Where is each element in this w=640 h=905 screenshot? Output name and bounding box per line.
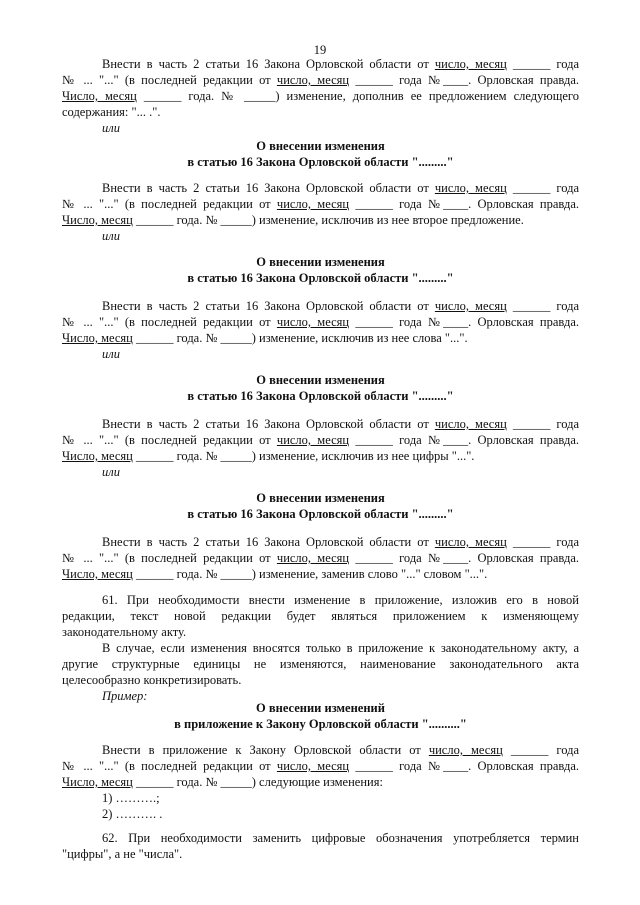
date-placeholder: число, месяц [434,417,507,431]
text-line: № ... "..." (в последней редакции от число, месяц ______ года №____. Орловская правда. [62,433,579,447]
heading-line: в статью 16 Закона Орловской области "........." [187,155,454,169]
date-placeholder: число, месяц [276,315,350,329]
text-line: № ... "..." (в последней редакции от число, месяц ______ года №____. Орловская правда. [62,315,579,329]
text-line: Число, месяц ______ года. № _____) изменение, исключив из нее цифры "...". [62,449,475,463]
text-line: 61. При необходимости внести изменение в приложение, изложив его в новой [102,593,579,607]
text-line: В случае, если изменения вносятся только в приложение к законодательному акту, а [102,641,579,655]
date-placeholder: Число, месяц [62,213,133,227]
paragraph-62 [62,830,579,862]
text-line: Внести в часть 2 статьи 16 Закона Орловской области от число, месяц ______ года [102,535,579,549]
text-line: Внести в приложение к Закону Орловской области от число, месяц ______ года [102,743,579,757]
text-line: Число, месяц ______ года. № _____) изменение, исключив из нее второе предложение. [62,213,524,227]
date-placeholder: Число, месяц [62,775,133,789]
text-line: № ... "..." (в последней редакции от число, месяц ______ года №____. Орловская правда. [62,759,579,773]
date-placeholder: число, месяц [276,433,350,447]
amendment-text-5 [62,534,579,582]
or-label: или [102,465,120,479]
text-line: Число, месяц ______ года. № _____) изменение, дополнив ее предложением следующего [62,89,579,103]
text-line: другие структурные единицы не изменяются, наименование законодательного акта [62,657,579,671]
heading-line: в приложение к Закону Орловской области ".........." [174,717,467,731]
date-placeholder: Число, месяц [62,567,133,581]
text-line: Внести в часть 2 статьи 16 Закона Орловской области от число, месяц ______ года [102,57,579,71]
date-placeholder: число, месяц [434,299,507,313]
text-line: Число, месяц ______ года. № _____) изменение, заменив слово "..." словом "...". [62,567,488,581]
heading-line: О внесении изменения [256,491,385,505]
heading-line: в статью 16 Закона Орловской области "........." [187,507,454,521]
text-line: Внести в часть 2 статьи 16 Закона Орловской области от число, месяц ______ года [102,417,579,431]
date-placeholder: число, месяц [276,73,350,87]
text-line: содержания: "... .". [62,105,161,119]
text-line: № ... "..." (в последней редакции от число, месяц ______ года №____. Орловская правда. [62,551,579,565]
date-placeholder: Число, месяц [62,89,137,103]
list-item: 2) ………. . [102,807,163,821]
text-line: Число, месяц ______ года. № _____) следующие изменения: [62,775,383,789]
example-label: Пример: [102,689,148,703]
text-line: "цифры", а не "числа". [62,847,183,861]
date-placeholder: число, месяц [276,551,350,565]
heading-line: О внесении изменения [256,139,385,153]
text-line: законодательному акту. [62,625,187,639]
or-label: или [102,121,120,135]
amendment-text-2 [62,180,579,244]
date-placeholder: число, месяц [276,197,350,211]
date-placeholder: число, месяц [276,759,350,773]
heading-line: О внесении изменений [256,701,385,715]
date-placeholder: Число, месяц [62,331,133,345]
date-placeholder: число, месяц [434,57,507,71]
paragraph-61 [62,592,579,704]
section-heading-3 [62,254,579,286]
text-line: 62. При необходимости заменить цифровые обозначения употребляется термин [102,831,579,845]
section-heading-4 [62,372,579,404]
text-line: Внести в часть 2 статьи 16 Закона Орловской области от число, месяц ______ года [102,181,579,195]
list-item: 1) ……….; [102,791,160,805]
text-line: целесообразно конкретизировать. [62,673,242,687]
text-line: № ... "..." (в последней редакции от число, месяц ______ года №____. Орловская правда. [62,197,579,211]
section-heading-5 [62,490,579,522]
date-placeholder: число, месяц [434,181,507,195]
amendment-text-4 [62,416,579,480]
text-line: № ... "..." (в последней редакции от число, месяц ______ года №____. Орловская правда. [62,73,579,87]
date-placeholder: число, месяц [428,743,503,757]
or-label: или [102,347,120,361]
heading-line: в статью 16 Закона Орловской области "........." [187,271,454,285]
heading-line: О внесении изменения [256,373,385,387]
amendment-text-6 [62,742,579,822]
amendment-text-1 [62,56,579,136]
text-line: Число, месяц ______ года. № _____) изменение, исключив из нее слова "...". [62,331,468,345]
section-heading-6 [62,700,579,732]
heading-line: О внесении изменения [256,255,385,269]
amendment-text-3 [62,298,579,362]
date-placeholder: Число, месяц [62,449,133,463]
section-heading-2 [62,138,579,170]
date-placeholder: число, месяц [434,535,507,549]
text-line: редакции, текст новой редакции будет являться приложением к изменяющему [62,609,579,623]
text-line: Внести в часть 2 статьи 16 Закона Орловской области от число, месяц ______ года [102,299,579,313]
page-number: 19 [313,43,327,57]
heading-line: в статью 16 Закона Орловской области "........." [187,389,454,403]
or-label: или [102,229,120,243]
